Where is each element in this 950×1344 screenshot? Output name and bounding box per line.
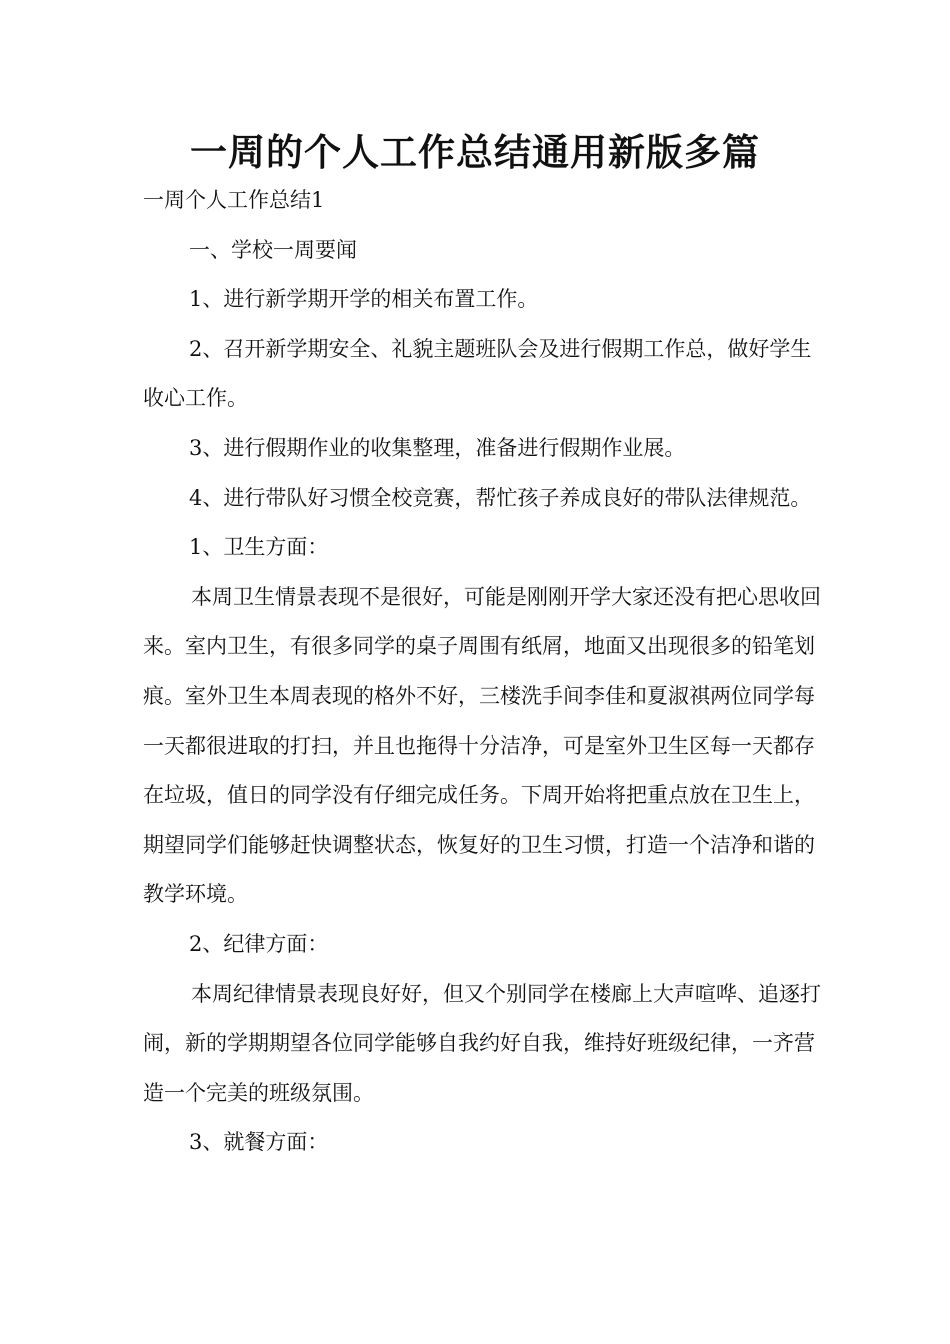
list-item: 1、进行新学期开学的相关布置工作。 bbox=[189, 287, 539, 312]
section-heading: 一周个人工作总结1 bbox=[143, 188, 325, 212]
document-body bbox=[143, 176, 823, 1168]
list-item: 3、进行假期作业的收集整理，准备进行假期作业展。 bbox=[189, 435, 686, 460]
subsection-heading: 3、就餐方面： bbox=[189, 1130, 329, 1155]
list-item: 4、进行带队好习惯全校竞赛，帮忙孩子养成良好的带队法律规范。 bbox=[189, 485, 812, 510]
subsection-heading: 一、学校一周要闻 bbox=[189, 237, 357, 262]
paragraph: 本周卫生情景表现不是很好，可能是刚刚开学大家还没有把心思收回来。室内卫生，有很多同学的桌子周围有纸屑，地面又出现很多的铅笔划痕。室外卫生本周表现的格外不好，三楼洗手间李佳和夏淑祺两位同学每一天都很进取的打扫，并且也拖得十分洁净，可是室外卫生区每一天都存在垃圾，值日的同学没有仔细完成任务。下周开始将把重点放在卫生上，期望同学们能够赶快调整状态，恢复好的卫生习惯，打造一个洁净和谐的教学环境。 bbox=[143, 584, 821, 907]
subsection-heading: 1、卫生方面： bbox=[189, 535, 329, 560]
paragraph: 本周纪律情景表现良好好，但又个别同学在楼廊上大声喧哗、追逐打闹，新的学期期望各位同学能够自我约好自我，维持好班级纪律，一齐营造一个完美的班级氛围。 bbox=[143, 981, 821, 1105]
document-title: 一周的个人工作总结通用新版多篇 bbox=[190, 131, 760, 174]
subsection-heading: 2、纪律方面： bbox=[189, 931, 329, 956]
list-item: 2、召开新学期安全、礼貌主题班队会及进行假期工作总，做好学生收心工作。 bbox=[143, 336, 812, 411]
